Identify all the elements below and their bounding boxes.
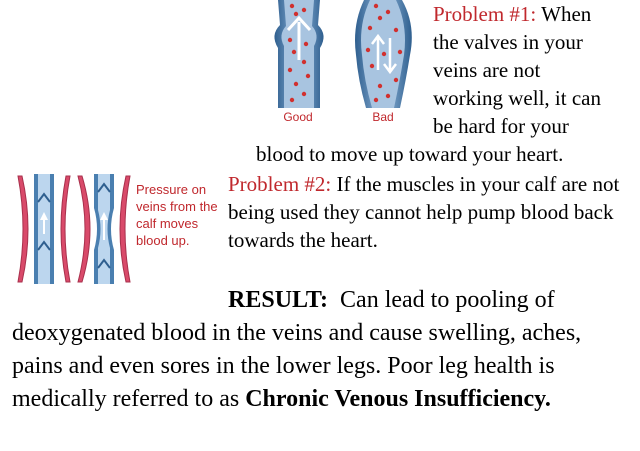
good-vein-label: Good	[283, 110, 313, 124]
result-paragraph	[12, 284, 632, 416]
problem-2-text	[228, 170, 638, 254]
problem-1-heading: Problem #1:	[433, 2, 537, 26]
bad-vein-label: Bad	[372, 110, 394, 124]
problem-1-line-5: be hard for your	[433, 114, 569, 138]
result-text: Can lead to pooling of deoxygenated blood in the veins and cause swelling, aches, pains and even sores in the lower legs. Poor leg health is medically referred to as	[12, 287, 582, 412]
damaged-vein-illustration	[350, 0, 416, 108]
problem-1-line-4: working well, it can	[433, 86, 601, 110]
problem-2-heading: Problem #2:	[228, 172, 332, 196]
problem-1-line-1: When	[541, 2, 592, 26]
healthy-vein-illustration	[268, 0, 330, 108]
calf-pressure-caption: Pressure on veins from the calf moves blood up.	[136, 182, 218, 248]
result-heading: RESULT:	[228, 287, 329, 313]
calf-muscle-pump-illustration	[14, 172, 132, 286]
problem-1-last-line: blood to move up toward your heart.	[256, 142, 564, 166]
problem-1-line-2: the valves in your	[433, 30, 583, 54]
problem-1-text	[433, 0, 638, 140]
result-term: Chronic Venous Insufficiency.	[245, 386, 551, 412]
problem-2-body: If the muscles in your calf are not being used they cannot help pump blood back towards the heart.	[228, 172, 620, 252]
problem-1-line-3: veins are not	[433, 58, 541, 82]
